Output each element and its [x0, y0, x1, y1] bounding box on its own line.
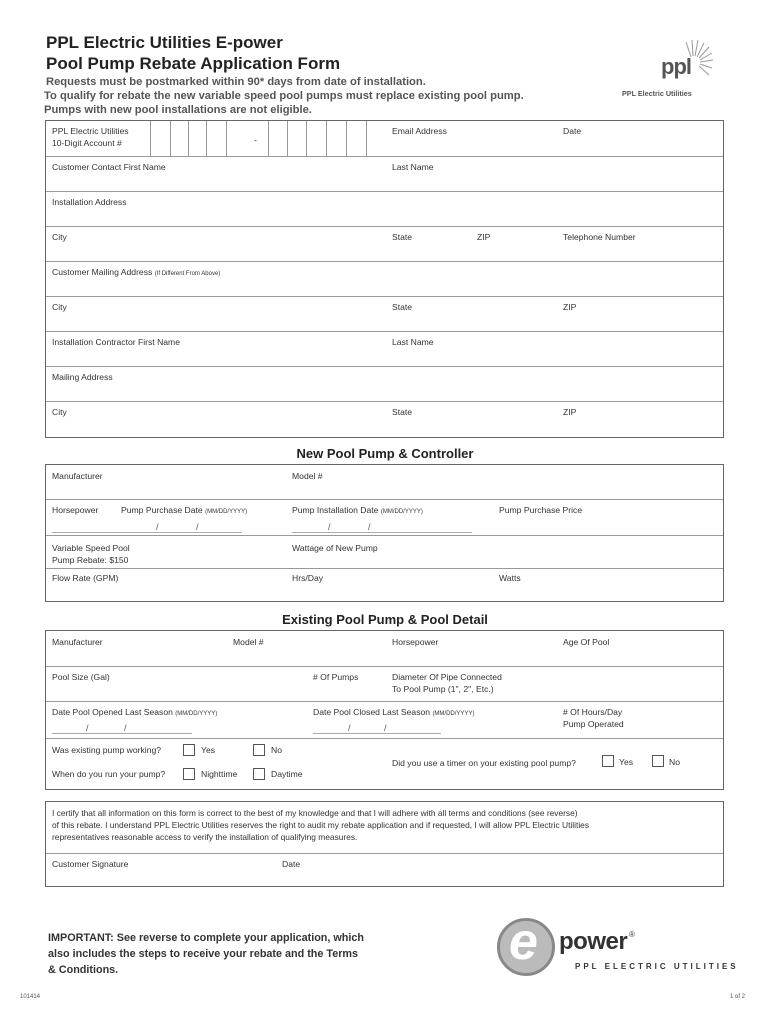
subtitle-3: Pumps with new pool installations are not eligible.: [44, 104, 312, 116]
existing-horsepower-field[interactable]: Horsepower: [392, 637, 439, 647]
account-label-1: PPL Electric Utilities: [52, 126, 129, 136]
form-title-line2: Pool Pump Rebate Application Form: [46, 54, 341, 73]
timer-no-checkbox[interactable]: [652, 755, 664, 767]
installation-date-label: Pump Installation Date: [292, 505, 379, 515]
epower-logo-caption: PPL ELECTRIC UTILITIES: [575, 962, 739, 971]
hrs-per-day-field[interactable]: Hrs/Day: [292, 573, 324, 583]
pump-working-question: Was existing pump working?: [52, 745, 162, 755]
contractor-city-field[interactable]: City: [52, 407, 67, 417]
timer-yes-label: Yes: [619, 757, 634, 767]
opened-date-slash-2: /: [124, 723, 127, 733]
epower-logo: [497, 913, 739, 984]
account-grid-end: [366, 121, 367, 157]
date-field[interactable]: Date: [563, 126, 582, 136]
mailing-zip-field[interactable]: ZIP: [563, 302, 577, 312]
daytime-checkbox[interactable]: [253, 768, 265, 780]
closed-date-slash-1: /: [348, 723, 351, 733]
watts-field[interactable]: Watts: [499, 573, 521, 583]
nighttime-checkbox[interactable]: [183, 768, 195, 780]
pool-age-field[interactable]: Age Of Pool: [563, 637, 610, 647]
last-name-field[interactable]: Last Name: [392, 162, 434, 172]
installation-date-field[interactable]: [292, 504, 423, 518]
certify-line3: representatives reasonable access to verify the installation of qualifying measures.: [52, 832, 358, 842]
timer-question: Did you use a timer on your existing pool pump?: [392, 758, 576, 768]
vs-rebate-line2: Pump Rebate: $150: [52, 555, 129, 565]
account-digit-5[interactable]: [226, 121, 227, 157]
important-line2: also includes the steps to receive your rebate and the Terms: [48, 948, 359, 960]
pump-working-no-label: No: [271, 745, 282, 755]
account-digit-3[interactable]: [188, 121, 189, 157]
closed-date-format: (MM/DD/YYYY): [432, 711, 475, 717]
purchase-date-slash-1: /: [156, 522, 159, 532]
ppl-logo: [655, 38, 715, 88]
pump-working-yes-checkbox[interactable]: [183, 744, 195, 756]
contractor-first-name-field[interactable]: Installation Contractor First Name: [52, 337, 180, 347]
opened-date-slash-1: /: [86, 723, 89, 733]
purchase-date-slash-2: /: [196, 522, 199, 532]
opened-date-underline: [52, 733, 192, 734]
account-digit-6[interactable]: [268, 121, 269, 157]
installation-date-format: (MM/DD/YYYY): [380, 509, 423, 515]
installation-date-slash-1: /: [328, 522, 331, 532]
installation-address-field[interactable]: Installation Address: [52, 197, 127, 207]
pool-size-field[interactable]: Pool Size (Gal): [52, 672, 110, 682]
new-model-field[interactable]: Model #: [292, 471, 323, 481]
timer-no-label: No: [669, 757, 680, 767]
opened-date-format: (MM/DD/YYYY): [175, 711, 218, 717]
account-digit-9[interactable]: [326, 121, 327, 157]
closed-date-field[interactable]: [313, 706, 474, 720]
existing-manufacturer-field[interactable]: Manufacturer: [52, 637, 103, 647]
new-pump-section: [45, 464, 724, 602]
flow-rate-field[interactable]: Flow Rate (GPM): [52, 573, 119, 583]
mailing-address-note: (If Different From Above): [154, 271, 221, 277]
wattage-field[interactable]: Wattage of New Pump: [292, 543, 378, 553]
opened-date-field[interactable]: [52, 706, 217, 720]
first-name-field[interactable]: Customer Contact First Name: [52, 162, 166, 172]
subtitle-1: Requests must be postmarked within 90* days from date of installation.: [46, 76, 426, 88]
closed-date-underline: [313, 733, 441, 734]
pipe-diameter-line1[interactable]: Diameter Of Pipe Connected: [392, 672, 502, 682]
ppl-logo-caption: PPL Electric Utilities: [622, 89, 692, 98]
mailing-address-label: Customer Mailing Address: [52, 267, 153, 277]
important-note: [48, 930, 364, 978]
contractor-state-field[interactable]: State: [392, 407, 413, 417]
epower-logo-e: e: [509, 913, 538, 971]
purchase-date-underline: [52, 532, 242, 533]
installation-date-underline: [292, 532, 472, 533]
certification-section: [45, 801, 724, 887]
closed-date-slash-2: /: [384, 723, 387, 733]
purchase-date-label: Pump Purchase Date: [121, 505, 203, 515]
purchase-date-format: (MM/DD/YYYY): [205, 509, 248, 515]
contractor-last-name-field[interactable]: Last Name: [392, 337, 434, 347]
important-line3: & Conditions.: [48, 964, 119, 976]
contractor-mailing-address-field[interactable]: Mailing Address: [52, 372, 113, 382]
timer-yes-checkbox[interactable]: [602, 755, 614, 767]
zip-field[interactable]: ZIP: [477, 232, 491, 242]
epower-logo-word: power: [559, 928, 628, 955]
num-pumps-field[interactable]: # Of Pumps: [313, 672, 359, 682]
customer-info-section: [45, 120, 724, 438]
account-digit-8[interactable]: [306, 121, 307, 157]
existing-pump-heading: Existing Pool Pump & Pool Detail: [282, 612, 488, 627]
state-field[interactable]: State: [392, 232, 413, 242]
email-field[interactable]: Email Address: [392, 126, 447, 136]
existing-pump-section: [45, 630, 724, 790]
closed-date-label: Date Pool Closed Last Season: [313, 707, 431, 717]
daytime-label: Daytime: [271, 769, 303, 779]
vs-rebate-line1: Variable Speed Pool: [52, 543, 130, 553]
certify-line2: of this rebate. I understand PPL Electric Utilities reserves the right to audit my rebate application and if requested, I will allow PPL Electric Utilities: [52, 820, 590, 830]
account-dash: -: [254, 135, 257, 145]
purchase-price-field[interactable]: Pump Purchase Price: [499, 505, 583, 515]
subtitle-2: To qualify for rebate the new variable speed pool pumps must replace existing pool pump.: [44, 90, 524, 102]
page-number: 1 of 2: [730, 994, 746, 1000]
nighttime-label: Nighttime: [201, 769, 238, 779]
pump-working-yes-label: Yes: [201, 745, 216, 755]
certify-line1: I certify that all information on this form is correct to the best of my knowledge and that I will adhere with all terms and conditions (see reverse): [52, 808, 578, 818]
telephone-field[interactable]: Telephone Number: [563, 232, 636, 242]
account-digit-2[interactable]: [170, 121, 171, 157]
run-time-question: When do you run your pump?: [52, 769, 166, 779]
new-horsepower-field[interactable]: Horsepower: [52, 505, 99, 515]
form-code: 101414: [20, 994, 41, 1000]
ppl-logo-text: ppl: [661, 54, 691, 79]
installation-date-slash-2: /: [368, 522, 371, 532]
mailing-state-field[interactable]: State: [392, 302, 413, 312]
new-pump-heading: New Pool Pump & Controller: [296, 446, 474, 461]
existing-model-field[interactable]: Model #: [233, 637, 264, 647]
account-label-2: 10-Digit Account #: [52, 138, 122, 148]
customer-signature-field[interactable]: Customer Signature: [52, 859, 129, 869]
epower-logo-reg: ®: [629, 930, 635, 939]
account-digit-4[interactable]: [206, 121, 207, 157]
signature-date-field[interactable]: Date: [282, 859, 301, 869]
hours-per-day-line1[interactable]: # Of Hours/Day: [563, 707, 623, 717]
purchase-date-field[interactable]: [121, 504, 247, 518]
city-field[interactable]: City: [52, 232, 67, 242]
new-manufacturer-field[interactable]: Manufacturer: [52, 471, 103, 481]
pipe-diameter-line2: To Pool Pump (1", 2", Etc.): [392, 684, 494, 694]
hours-per-day-line2: Pump Operated: [563, 719, 624, 729]
account-digit-1[interactable]: [150, 121, 151, 157]
pump-working-no-checkbox[interactable]: [253, 744, 265, 756]
account-digit-7[interactable]: [287, 121, 288, 157]
mailing-address-field[interactable]: [52, 266, 220, 280]
form-title-line1: PPL Electric Utilities E-power: [46, 33, 283, 52]
mailing-city-field[interactable]: City: [52, 302, 67, 312]
important-line1: IMPORTANT: See reverse to complete your application, which: [48, 932, 364, 944]
account-digit-10[interactable]: [346, 121, 347, 157]
opened-date-label: Date Pool Opened Last Season: [52, 707, 173, 717]
contractor-zip-field[interactable]: ZIP: [563, 407, 577, 417]
